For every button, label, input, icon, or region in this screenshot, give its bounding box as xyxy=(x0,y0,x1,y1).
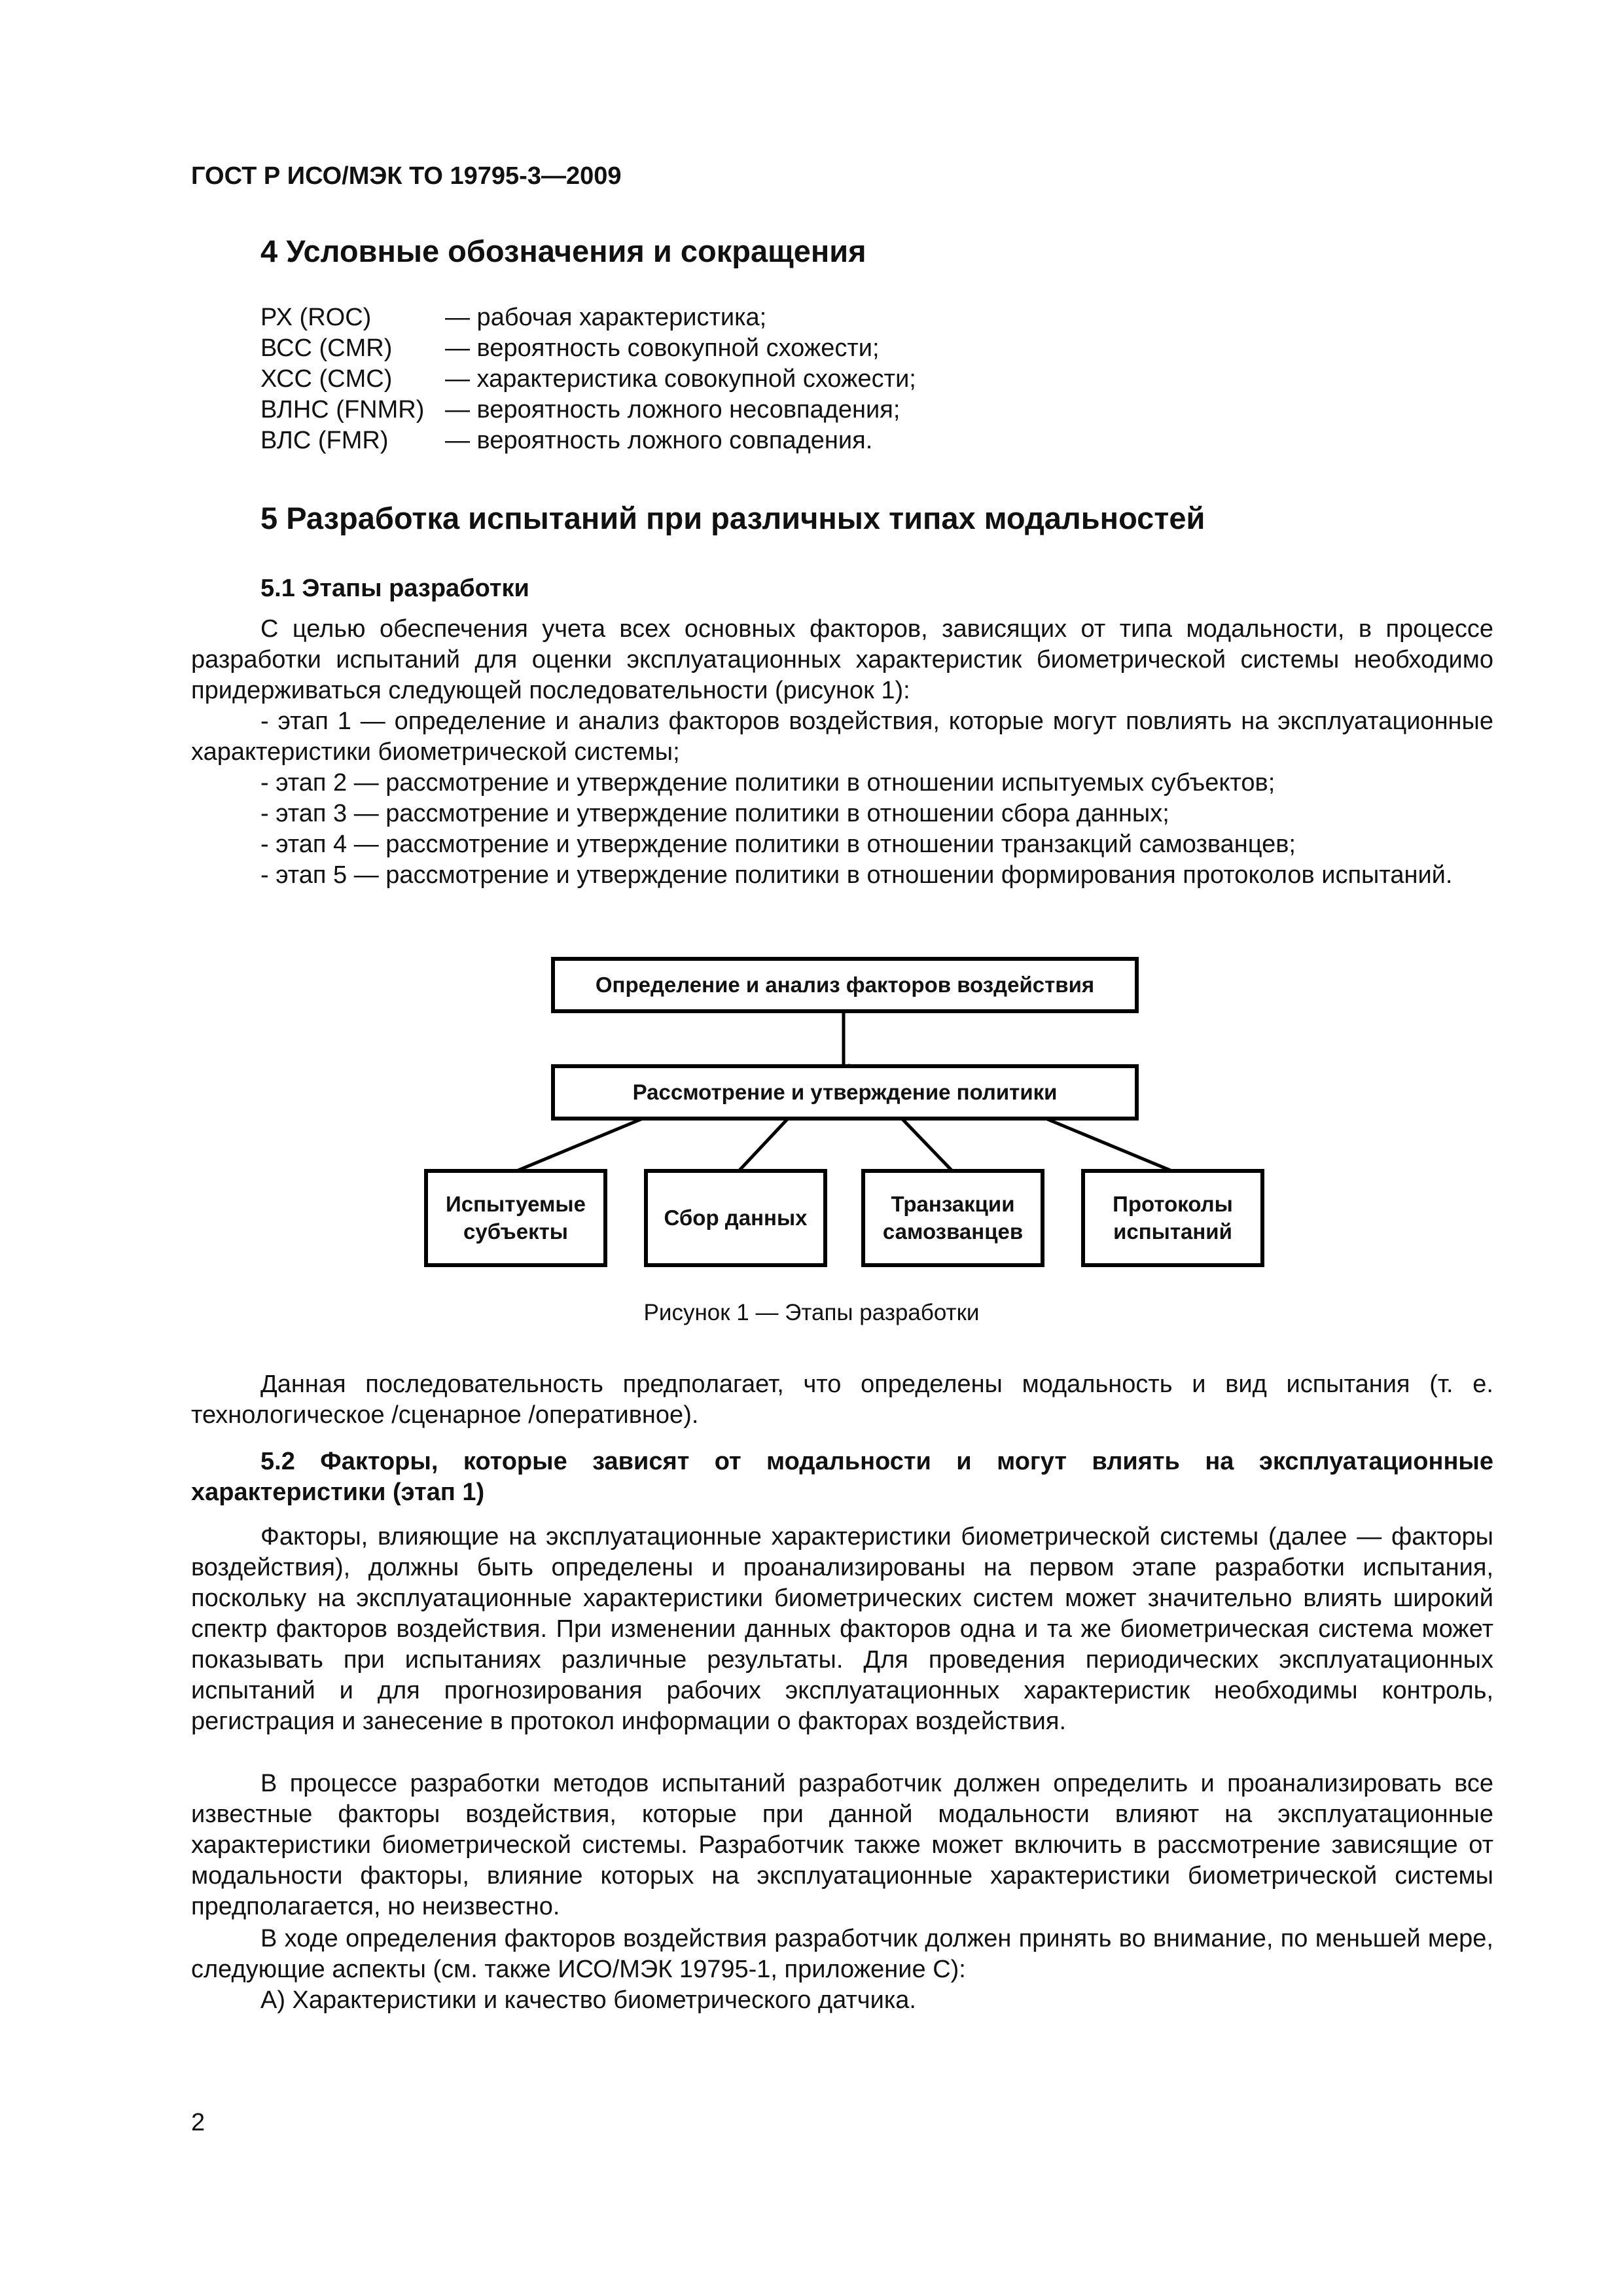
impostor-transactions-box: Транзакции самозванцев xyxy=(861,1169,1044,1267)
paragraph-developer: В процессе разработки методов испытаний разработчик должен определить и проанализировать все известные факторы воздействия, которые при данной модальности влияют на эксплуатационные характеристики биометрической системы. Разработчик также может включить в рассмотрение зависящие от модальности факторы, влияние которых на эксплуатационные характеристики биометрической системы предполагается, но неизвестно. xyxy=(191,1770,1493,1920)
section-5-title: 5 Разработка испытаний при различных типах модальностей xyxy=(260,501,1205,535)
test-reports-box: Протоколы испытаний xyxy=(1081,1169,1264,1267)
abbreviation-definition: — вероятность ложного совпадения. xyxy=(445,427,873,454)
subjects-box: Испытуемые субъекты xyxy=(424,1169,607,1267)
abbreviation-term: ВЛС (FMR) xyxy=(260,427,389,454)
policy-box: Рассмотрение и утверждение политики xyxy=(551,1064,1139,1121)
step-label: - этап 4 xyxy=(260,831,348,858)
list-item-a: А) Характеристики и качество биометрического датчика. xyxy=(260,1986,916,2014)
step-text: — рассмотрение и утверждение политики в отношении транзакций самозванцев; xyxy=(347,831,1296,858)
subsection-5-1-title: 5.1 Этапы разработки xyxy=(260,575,529,602)
abbreviation-term: ХСС (CMC) xyxy=(260,365,393,393)
paragraph-intro: С целью обеспечения учета всех основных факторов, зависящих от типа модальности, в процессе разработки испытаний для оценки эксплуатационных характеристик биометрической системы необходимо придерживаться следующей последовательности (рисунок 1): xyxy=(191,615,1493,704)
abbreviation-definition: — вероятность совокупной схожести; xyxy=(445,334,880,362)
paragraph-aspects: В ходе определения факторов воздействия разработчик должен принять во внимание, по меньшей мере, следующие аспекты (см. также ИСО/МЭК 19795-1, приложение С): xyxy=(191,1925,1493,1983)
step-label: - этап 3 xyxy=(260,800,348,827)
abbreviation-term: ВЛНС (FNMR) xyxy=(260,396,425,423)
step-label: - этап 1 xyxy=(260,708,351,735)
paragraph-factors: Факторы, влияющие на эксплуатационные характеристики биометрической системы (далее — факторы воздействия), должны быть определены и проанализированы на первом этапе разработки испытания, поскольку на эксплуатационные характеристики биометрических систем может значительно влиять широкий спектр факторов воздействия. При изменении данных факторов одна и та же биометрическая система может показывать при испытаниях различные результаты. Для проведения периодических эксплуатационных испытаний и для прогнозирования рабочих эксплуатационных характеристик необходимы контроль, регистрация и занесение в протокол информации о факторах воздействия. xyxy=(191,1523,1493,1735)
abbreviation-definition: — вероятность ложного несовпадения; xyxy=(445,396,901,423)
branch-connector xyxy=(1046,1119,1173,1172)
step-text: — рассмотрение и утверждение политики в отношении сбора данных; xyxy=(347,800,1169,827)
branch-connector xyxy=(738,1119,788,1172)
page-number: 2 xyxy=(191,2109,205,2136)
step-label: - этап 5 xyxy=(260,861,348,889)
step-text: — рассмотрение и утверждение политики в отношении формирования протоколов испытаний. xyxy=(347,861,1453,889)
branch-connector xyxy=(515,1119,643,1172)
abbreviation-definition: — характеристика совокупной схожести; xyxy=(445,365,916,393)
step-label: - этап 2 xyxy=(260,769,348,797)
data-collection-box: Сбор данных xyxy=(644,1169,827,1267)
step-text: — рассмотрение и утверждение политики в отношении испытуемых субъектов; xyxy=(347,769,1275,797)
abbreviation-definition: — рабочая характеристика; xyxy=(445,304,767,331)
branch-connector xyxy=(902,1119,953,1172)
document-header: ГОСТ Р ИСО/МЭК ТО 19795-3—2009 xyxy=(191,162,622,190)
top-box: Определение и анализ факторов воздействия xyxy=(551,957,1139,1013)
subsection-5-2-title: 5.2 Факторы, которые зависят от модальности и могут влиять на эксплуатационные характеристики (этап 1) xyxy=(191,1448,1493,1506)
step-text: — определение и анализ факторов воздействия, которые могут повлиять на эксплуатационные характеристики биометрической системы; xyxy=(191,708,1493,766)
figure-caption: Рисунок 1 — Этапы разработки xyxy=(643,1300,980,1325)
paragraph-after-figure: Данная последовательность предполагает, что определены модальность и вид испытания (т. е. технологическое /сценарное /оперативное). xyxy=(191,1371,1493,1429)
section-4-title: 4 Условные обозначения и сокращения xyxy=(260,234,866,268)
abbreviation-term: РХ (ROC) xyxy=(260,304,372,331)
abbreviation-term: ВСС (CMR) xyxy=(260,334,393,362)
